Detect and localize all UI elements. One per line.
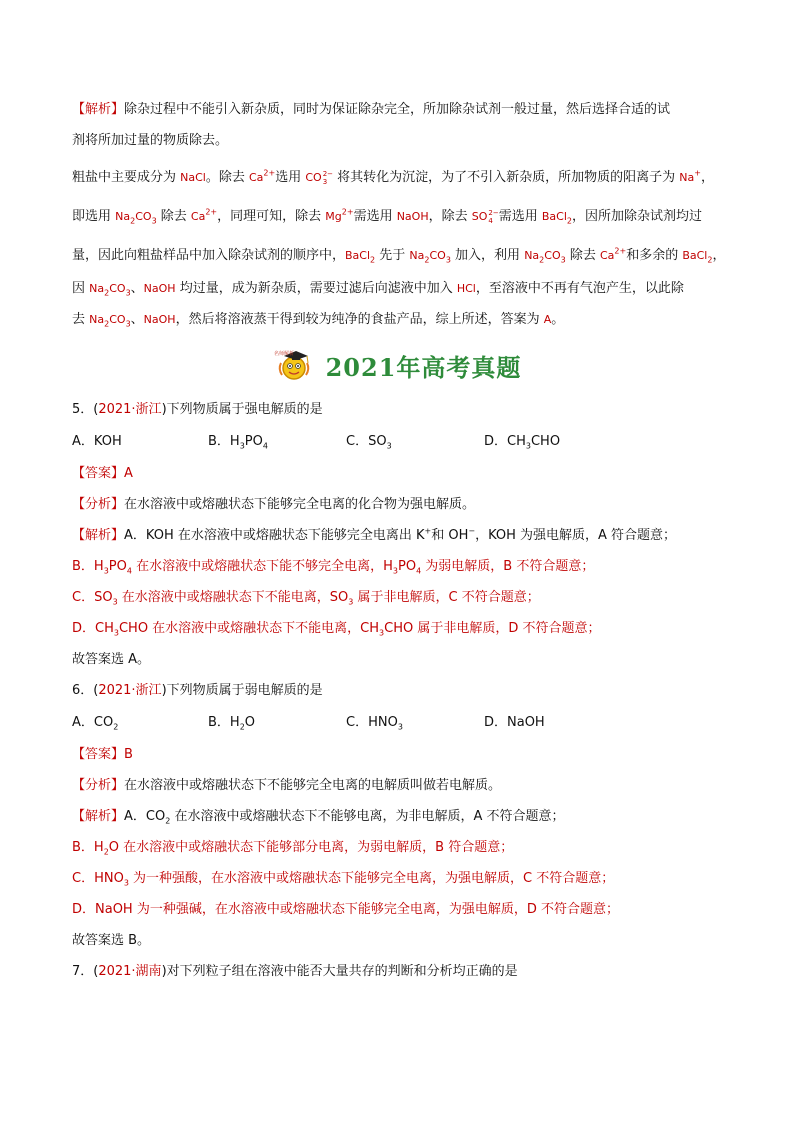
- q5-analysis: 【分析】在水溶液中或熔融状态下能够完全电离的化合物为强电解质。: [72, 497, 476, 512]
- q6-stem: 6．(2021·浙江)下列物质属于弱电解质的是: [72, 683, 323, 698]
- intro-line-6: 因 $Na_2CO_3$、NaOH 均过量，成为新杂质，需要过滤后向滤液中加入 HCl，至溶液中不再有气泡产生，以此除: [72, 281, 684, 298]
- q6-solution-a: 【解析】A．$CO_2$ 在水溶液中或熔融状态下不能够电离，为非电解质，A 不符合题意；: [72, 809, 565, 826]
- q5-stem: 5．(2021·浙江)下列物质属于强电解质的是: [72, 402, 323, 417]
- q6-solution-d: D．NaOH 为一种强碱，在水溶液中或熔融状态下能够完全电离，为强电解质，D 不符合题意；: [72, 902, 619, 917]
- mascot-logo-icon: [272, 345, 314, 385]
- q6-option-a: A．$CO_2$: [72, 715, 119, 732]
- q6-option-c: C．$HNO_3$: [346, 715, 403, 732]
- q5-option-a: A．KOH: [72, 434, 122, 449]
- q5-solution-d: D．$CH_3CHO$ 在水溶液中或熔融状态下不能电离，$CH_3CHO$ 属于非电解质，D 不符合题意；: [72, 621, 601, 638]
- intro-line-3: 粗盐中主要成分为 NaCl。除去 $Ca^{2+}$选用 CO 2− 3 将其转化为沉淀，为了不引入新杂质，所加物质的阳离子为 Na+，: [72, 168, 714, 186]
- q5-conclusion: 故答案选 A。: [72, 652, 151, 667]
- q5-options: [72, 432, 733, 452]
- intro-line-2: 剂将所加过量的物质除去。: [72, 133, 229, 148]
- intro-line-1: 【解析】除杂过程中不能引入新杂质，同时为保证除杂完全，所加除杂试剂一般过量，然后选择合适的试: [72, 102, 671, 117]
- q6-solution-b: B．$H_2O$ 在水溶液中或熔融状态下能够部分电离，为弱电解质，B 符合题意；: [72, 840, 514, 857]
- section-heading-text: 2021年高考真题: [325, 352, 522, 382]
- analysis-tag: 【解析】: [72, 102, 125, 117]
- q6-answer: 【答案】B: [72, 747, 133, 762]
- q5-answer: 【答案】A: [72, 466, 133, 481]
- q5-option-d: D．$CH_3CHO$: [484, 434, 561, 451]
- logo-caption: 名师解析: [273, 351, 294, 357]
- q5-solution-b: B．$H_3PO_4$ 在水溶液中或熔融状态下能不够完全电离，$H_3PO_4$ 为弱电解质，B 不符合题意；: [72, 559, 595, 576]
- intro-line-4: 即选用 $Na_2CO_3$ 除去 $Ca^{2+}$，同理可知，除去 $Mg^{2+}$需选用 NaOH，除去 SO 2− 4 需选用 BaCl$_2$，因所加除杂试剂均过: [72, 207, 702, 226]
- intro-line-5: 量，因此向粗盐样品中加入除杂试剂的顺序中，BaCl$_2$ 先于 $Na_2CO_3$ 加入，利用 $Na_2CO_3$ 除去 $Ca^{2+}$和多余的 BaCl$_2$，: [72, 246, 726, 265]
- q6-solution-c: C．$HNO_3$ 为一种强酸，在水溶液中或熔融状态下能够完全电离，为强电解质，C 不符合题意；: [72, 871, 615, 888]
- q6-analysis: 【分析】在水溶液中或熔融状态下不能够完全电离的电解质叫做若电解质。: [72, 778, 502, 793]
- q6-option-d: D．NaOH: [484, 715, 545, 730]
- intro-line-7: 去 $Na_2CO_3$、NaOH，然后将溶液蒸干得到较为纯净的食盐产品，综上所述，答案为 A。: [72, 312, 565, 329]
- q5-option-c: C．$SO_3$: [346, 434, 392, 451]
- q5-option-b: B．$H_3PO_4$: [208, 434, 268, 451]
- q6-option-b: B．$H_2O$: [208, 715, 256, 732]
- q5-solution-a: 【解析】A．KOH 在水溶液中或熔融状态下能够完全电离出 K+和 OH−，KOH 为强电解质，A 符合题意；: [72, 526, 677, 543]
- section-heading: [0, 343, 793, 387]
- q7-stem: 7．(2021·湖南)对下列粒子组在溶液中能否大量共存的判断和分析均正确的是: [72, 964, 518, 979]
- q6-conclusion: 故答案选 B。: [72, 933, 151, 948]
- q6-options: [72, 713, 733, 733]
- q5-solution-c: C．$SO_3$ 在水溶液中或熔融状态下不能电离，$SO_3$ 属于非电解质，C 不符合题意；: [72, 590, 540, 607]
